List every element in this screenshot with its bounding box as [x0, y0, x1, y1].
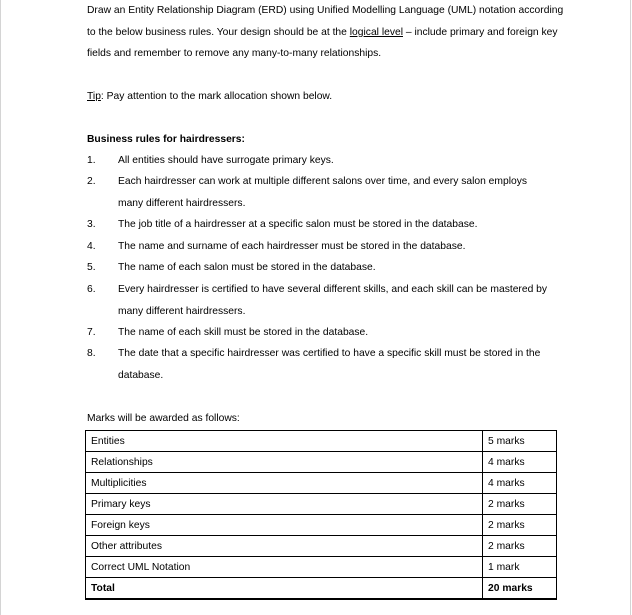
tip-paragraph — [87, 86, 567, 108]
mark-value: 4 marks — [483, 452, 557, 473]
rule-number: 8. — [87, 348, 96, 359]
page-right-edge — [630, 0, 631, 615]
rule-number: 7. — [87, 327, 96, 338]
rules-heading: Business rules for hairdressers: — [87, 134, 245, 145]
intro-text-2: – include primary and foreign key fields and remember to remove any many-to-many relationships. — [87, 26, 558, 59]
rule-text: The name and surname of each hairdresser must be stored in the database. — [118, 241, 466, 252]
mark-item: Total — [86, 578, 483, 600]
rule-text: The job title of a hairdresser at a specific salon must be stored in the database. — [118, 219, 478, 230]
marks-intro: Marks will be awarded as follows: — [87, 413, 240, 424]
mark-item: Multiplicities — [86, 473, 483, 494]
rule-text: The name of each salon must be stored in the database. — [118, 262, 376, 273]
rule-number: 6. — [87, 284, 96, 295]
mark-value: 5 marks — [483, 431, 557, 452]
intro-paragraph — [87, 0, 567, 65]
rule-text: Each hairdresser can work at multiple different salons over time, and every salon employs many different hairdressers. — [118, 176, 528, 209]
mark-item: Foreign keys — [86, 515, 483, 536]
rule-text: Every hairdresser is certified to have several different skills, and each skill can be mastered by many different hairdressers. — [118, 284, 548, 317]
table-row — [86, 536, 557, 557]
table-row — [86, 452, 557, 473]
rule-number: 5. — [87, 262, 96, 273]
table-row — [86, 473, 557, 494]
rule-text: The name of each skill must be stored in the database. — [118, 327, 369, 338]
mark-value: 1 mark — [483, 557, 557, 578]
intro-text-1: Draw an Entity Relationship Diagram (ERD) using Unified Modelling Language (UML) notation according to the below business rules. Your design should be at the — [87, 5, 564, 38]
mark-item: Primary keys — [86, 494, 483, 515]
logical-level-link: logical level — [349, 26, 403, 38]
mark-value: 2 marks — [483, 536, 557, 557]
mark-value: 4 marks — [483, 473, 557, 494]
table-row — [86, 557, 557, 578]
page-left-edge — [0, 0, 1, 615]
marks-table — [85, 430, 557, 600]
table-row — [86, 431, 557, 452]
mark-item: Relationships — [86, 452, 483, 473]
mark-value: 2 marks — [483, 515, 557, 536]
tip-label: Tip — [87, 91, 101, 102]
tip-text: : Pay attention to the mark allocation shown below. — [100, 91, 333, 102]
rule-number: 1. — [87, 155, 96, 166]
rule-number: 3. — [87, 219, 96, 230]
table-row-total — [86, 578, 557, 600]
rule-number: 2. — [87, 176, 96, 187]
rule-text: All entities should have surrogate primary keys. — [118, 155, 334, 166]
mark-item: Other attributes — [86, 536, 483, 557]
table-row — [86, 515, 557, 536]
mark-value: 2 marks — [483, 494, 557, 515]
table-row — [86, 494, 557, 515]
mark-item: Correct UML Notation — [86, 557, 483, 578]
rule-text: The date that a specific hairdresser was certified to have a specific skill must be stored in the database. — [118, 348, 541, 381]
mark-item: Entities — [86, 431, 483, 452]
mark-value: 20 marks — [483, 578, 557, 600]
rule-number: 4. — [87, 241, 96, 252]
